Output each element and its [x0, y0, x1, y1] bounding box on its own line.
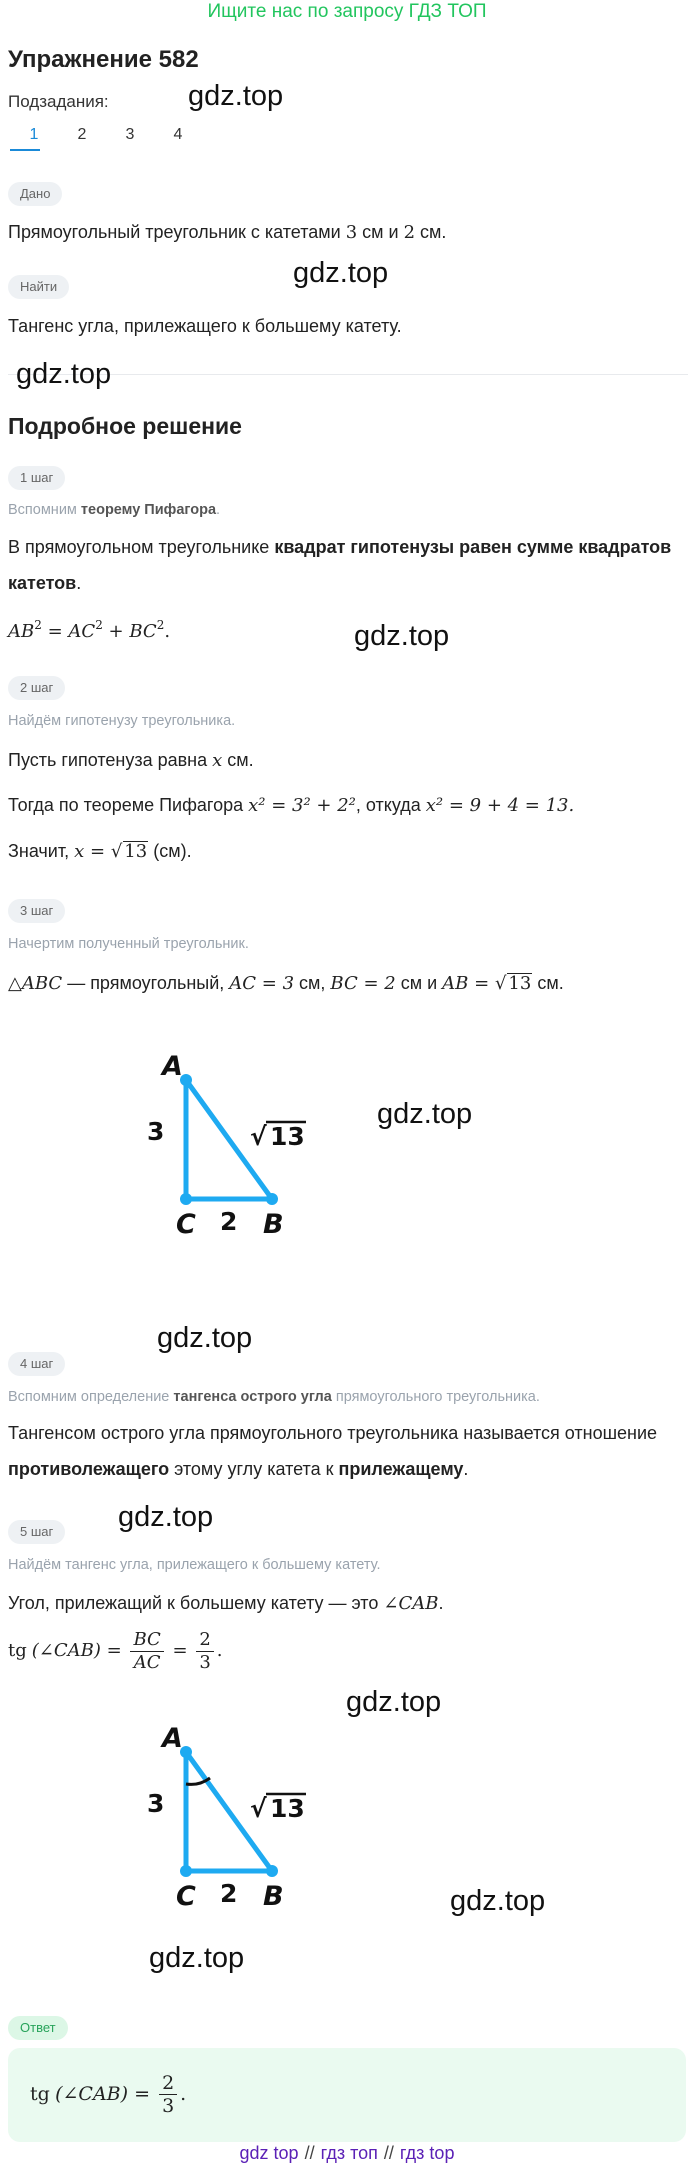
vertex-b-dot — [266, 1193, 278, 1205]
watermark: gdz.top — [188, 80, 284, 112]
step-3-hint: Начертим полученный треугольник. — [8, 936, 249, 952]
vertex-b-dot — [266, 1865, 278, 1877]
tab-subtask-2[interactable]: 2 — [77, 126, 87, 143]
step-2-hint: Найдём гипотенузу треугольника. — [8, 713, 236, 729]
step-4-pill: 4 шаг — [8, 1352, 65, 1376]
watermark: gdz.top — [118, 1501, 214, 1533]
step-2-line-2: Тогда по теореме Пифагора x² = 3² + 2², откуда x² = 9 + 4 = 13. — [8, 795, 575, 816]
watermark: gdz.top — [149, 1942, 245, 1974]
given-pill: Дано — [8, 182, 62, 206]
step-1-pill: 1 шаг — [8, 466, 65, 490]
given-text: Прямоугольный треугольник с катетами 3 см и 2 см. — [8, 222, 447, 243]
step-2-pill: 2 шаг — [8, 676, 65, 700]
active-tab-indicator — [10, 149, 40, 151]
step-2-line-1: Пусть гипотенуза равна x см. — [8, 750, 254, 771]
watermark: gdz.top — [346, 1686, 442, 1718]
footer-link-1[interactable]: gdz top — [239, 2143, 299, 2163]
watermark: gdz.top — [157, 1322, 253, 1354]
tab-subtask-1[interactable]: 1 — [29, 126, 39, 143]
watermark: gdz.top — [16, 358, 112, 390]
pythagoras-formula: $AB^2 = AC^2 + BC^2$. — [8, 618, 171, 642]
page-title: Упражнение 582 — [8, 46, 199, 73]
watermark: gdz.top — [377, 1098, 473, 1130]
step-4-line-1: Тангенсом острого угла прямоугольного треугольника называется отношение — [8, 1423, 658, 1443]
answer-formula: tg (∠CAB) = $\frac{2}{3}$ . — [30, 2072, 187, 2118]
step-4-hint: Вспомним определение тангенса острого угла прямоугольного треугольника. — [8, 1389, 540, 1405]
watermark: gdz.top — [293, 257, 389, 289]
footer-link-2[interactable]: гдз топ — [320, 2143, 378, 2163]
step-5-hint: Найдём тангенс угла, прилежащего к большему катету. — [8, 1557, 381, 1573]
find-text: Тангенс угла, прилежащего к большему катету. — [8, 316, 402, 336]
vertex-c-label: C — [176, 1881, 196, 1912]
footer-separator: // — [304, 2143, 315, 2163]
step-3-line: △ABC — прямоугольный, AC = 3 см, BC = 2 см и AB = √ 13 см. — [8, 973, 564, 994]
solution-title: Подробное решение — [8, 413, 242, 439]
tab-subtask-4[interactable]: 4 — [173, 126, 183, 143]
step-5-pill: 5 шаг — [8, 1520, 65, 1544]
promo-banner[interactable]: Ищите нас по запросу ГДЗ ТОП — [207, 1, 487, 22]
footer-separator: // — [383, 2143, 394, 2163]
side-ac-label: 3 — [147, 1789, 165, 1818]
answer-pill: Ответ — [8, 2016, 68, 2040]
triangle-diagram-2 — [130, 1712, 350, 1912]
step-1-hint: Вспомним теорему Пифагора. — [8, 502, 221, 518]
vertex-c-dot — [180, 1865, 192, 1877]
vertex-c-label: C — [176, 1209, 196, 1240]
step-1-line-2: катетов. — [8, 573, 82, 593]
triangle-diagram-1 — [130, 1040, 350, 1240]
side-ab-sqrt-sign: √ — [250, 1122, 267, 1151]
footer-link-3[interactable]: гдз top — [399, 2143, 455, 2163]
watermark: gdz.top — [354, 620, 450, 652]
step-2-line-3: Значит, x = √ 13 (см). — [8, 841, 192, 862]
footer-links — [0, 2143, 694, 2164]
side-ab-label: 13 — [270, 1794, 305, 1823]
vertex-c-dot — [180, 1193, 192, 1205]
subtasks-label: Подзадания: — [8, 92, 109, 111]
side-ab-sqrt-sign: √ — [250, 1794, 267, 1823]
vertex-b-label: B — [263, 1881, 284, 1912]
side-ab-label: 13 — [270, 1122, 305, 1151]
side-bc-label: 2 — [220, 1879, 238, 1908]
side-ac-label: 3 — [147, 1117, 165, 1146]
step-5-line-1: Угол, прилежащий к большему катету — это ∠CAB. — [8, 1593, 444, 1614]
vertex-b-label: B — [263, 1209, 284, 1240]
watermark: gdz.top — [450, 1885, 546, 1917]
vertex-a-label: A — [162, 1051, 183, 1082]
tangent-formula: tg (∠CAB) = $\frac{BC}{AC}$ = $\frac{2}{3}$ . — [8, 1628, 223, 1673]
find-pill: Найти — [8, 275, 69, 299]
step-1-line-1: В прямоугольном треугольнике квадрат гипотенузы равен сумме квадратов — [8, 537, 672, 557]
vertex-a-label: A — [162, 1723, 183, 1754]
side-bc-label: 2 — [220, 1207, 238, 1236]
subtask-tabs — [10, 124, 202, 146]
tab-subtask-3[interactable]: 3 — [125, 126, 135, 143]
step-4-line-2: противолежащего этому углу катета к прилежащему. — [8, 1459, 469, 1479]
step-3-pill: 3 шаг — [8, 899, 65, 923]
